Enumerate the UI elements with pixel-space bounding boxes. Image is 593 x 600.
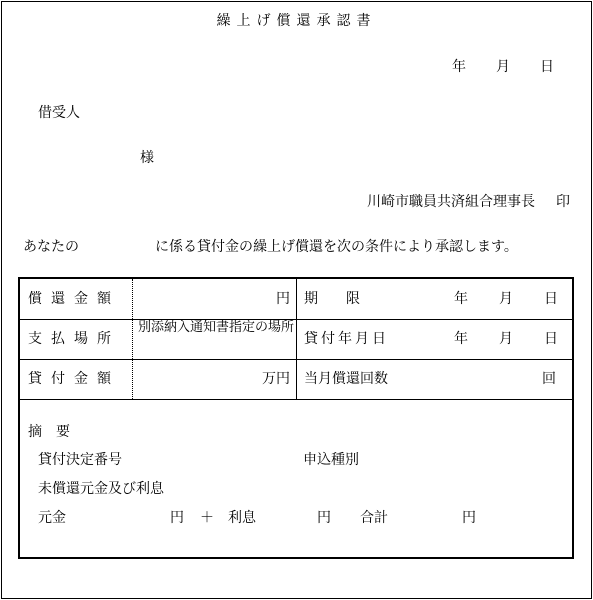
- application-type-label: 申込種別: [303, 452, 359, 468]
- conditions-table: [18, 277, 574, 559]
- principal-yen-unit: 円: [170, 510, 184, 526]
- borrower-label: 借受人: [38, 105, 80, 121]
- payment-place-value: 別添納入通知書指定の場所: [138, 320, 295, 335]
- issue-date: [452, 60, 554, 74]
- label-divider: [132, 279, 133, 399]
- loan-amount-label: 貸付金額: [28, 371, 120, 387]
- repayment-amount-label: 償還金額: [28, 291, 120, 307]
- principal-label: 元金: [38, 510, 66, 526]
- unpaid-principal-interest-label: 未償還元金及び利息: [38, 481, 164, 497]
- seal-mark: 印: [556, 194, 570, 210]
- count-unit: 回: [542, 371, 556, 387]
- column-divider: [296, 279, 297, 399]
- remarks-heading: 摘 要: [28, 424, 70, 440]
- month-label: 月: [499, 331, 513, 347]
- monthly-repayment-count-label: 当月償還回数: [304, 371, 388, 387]
- yen-unit: 円: [276, 291, 290, 307]
- total-yen-unit: 円: [462, 510, 476, 526]
- year-label: 年: [454, 291, 468, 307]
- day-label: 日: [540, 59, 554, 75]
- deadline-label: 期 限: [304, 291, 360, 307]
- total-label: 合計: [360, 510, 388, 526]
- man-yen-unit: 万円: [262, 371, 290, 387]
- month-label: 月: [496, 59, 510, 75]
- year-label: 年: [452, 59, 466, 75]
- day-label: 日: [544, 331, 558, 347]
- plus-sign: ＋: [200, 510, 214, 526]
- day-label: 日: [544, 291, 558, 307]
- payment-place-label: 支払場所: [28, 331, 120, 347]
- year-label: 年: [454, 331, 468, 347]
- issuer-name: 川崎市職員共済組合理事長: [367, 194, 535, 210]
- loan-date-label: 貸付年月日: [304, 331, 389, 347]
- loan-decision-number-label: 貸付決定番号: [38, 452, 122, 468]
- honorific: 様: [140, 150, 154, 166]
- interest-yen-unit: 円: [317, 510, 331, 526]
- interest-label: 利息: [228, 510, 256, 526]
- approval-sentence-prefix: あなたの: [23, 239, 79, 255]
- approval-sentence-body: に係る貸付金の繰上げ償還を次の条件により承認します。: [155, 239, 518, 255]
- row-divider: [20, 399, 572, 400]
- month-label: 月: [499, 291, 513, 307]
- document-title: 繰上げ償還承認書: [216, 13, 377, 29]
